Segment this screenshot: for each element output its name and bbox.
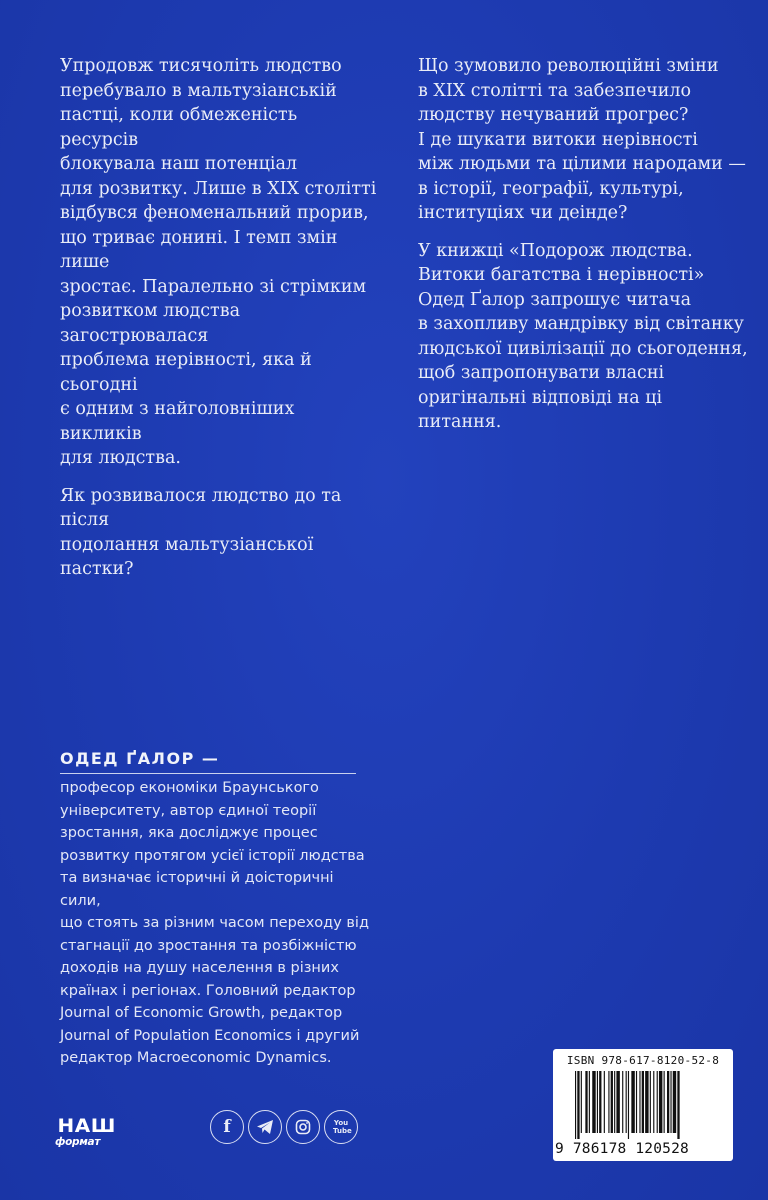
blurb-paragraph: У книжці «Подорож людства. Витоки багатства і нерівності» Одед Ґалор запрошує читача в захопливу мандрівку від світанку людської цивілізації до сьогодення, щоб запропонувати власні оригінальні відповіді на ці питання. — [418, 240, 748, 432]
social-links — [210, 1110, 358, 1146]
blurb-paragraph: Як розвивалося людство до та після подолання мальтузіанської пастки? — [60, 485, 342, 579]
blurb-paragraph: Що зумовило революційні зміни в XIX столітті та забезпечило людству нечуваний прогрес? І де шукати витоки нерівності між людьми та цілими народами — в історії, географії, культурі, інституціях чи деінде? — [418, 56, 746, 223]
isbn-label: ISBN 978-617-8120-52-8 — [566, 1054, 720, 1067]
barcode-panel — [553, 1049, 733, 1161]
blurb-right-column — [418, 54, 748, 448]
barcode-icon — [575, 1071, 725, 1139]
author-bio: професор економіки Браунського університету, автор єдиної теорії зростання, яка досліджує процес розвитку протягом усієї історії людства та визначає історичні й доісторичні сили, що стоять за різним часом переходу від стагнації до зростання та розбіжністю доходів на душу населення в різних країнах і регіонах. Головний редактор Journal of Economic Growth, редактор Journal of Population Economics і другий редактор Macroeconomic Dynamics. — [60, 780, 369, 1066]
youtube-glyph: You Tube — [333, 1119, 352, 1135]
facebook-glyph: f — [223, 1117, 231, 1137]
publisher-logo-top: НАШ — [57, 1115, 116, 1137]
publisher-logo — [55, 1116, 117, 1154]
publisher-logo-bottom: формат — [55, 1136, 101, 1148]
instagram-glyph — [295, 1119, 311, 1135]
author-heading: ОДЕД ҐАЛОР — — [60, 749, 220, 768]
blurb-paragraph: Упродовж тисячоліть людство перебувало в мальтузіанській пастці, коли обмеженість ресурсів блокувала наш потенціал для розвитку. Лише в XIX столітті відбувся феноменальний прорив, що триває донині. І темп змін лише зростає. Паралельно зі стрімким розвитком людства загострювалася проблема нерівності, яка й сьогодні є одним з найголовніших викликів для людства. — [60, 56, 377, 468]
blurb-left-column — [60, 54, 380, 595]
author-divider — [60, 773, 356, 774]
telegram-glyph — [256, 1119, 274, 1135]
facebook-icon[interactable] — [210, 1110, 244, 1144]
telegram-icon[interactable] — [248, 1110, 282, 1144]
youtube-icon[interactable] — [324, 1110, 358, 1144]
instagram-icon[interactable] — [286, 1110, 320, 1144]
barcode-digits: 9 786178 120528 — [555, 1141, 689, 1157]
